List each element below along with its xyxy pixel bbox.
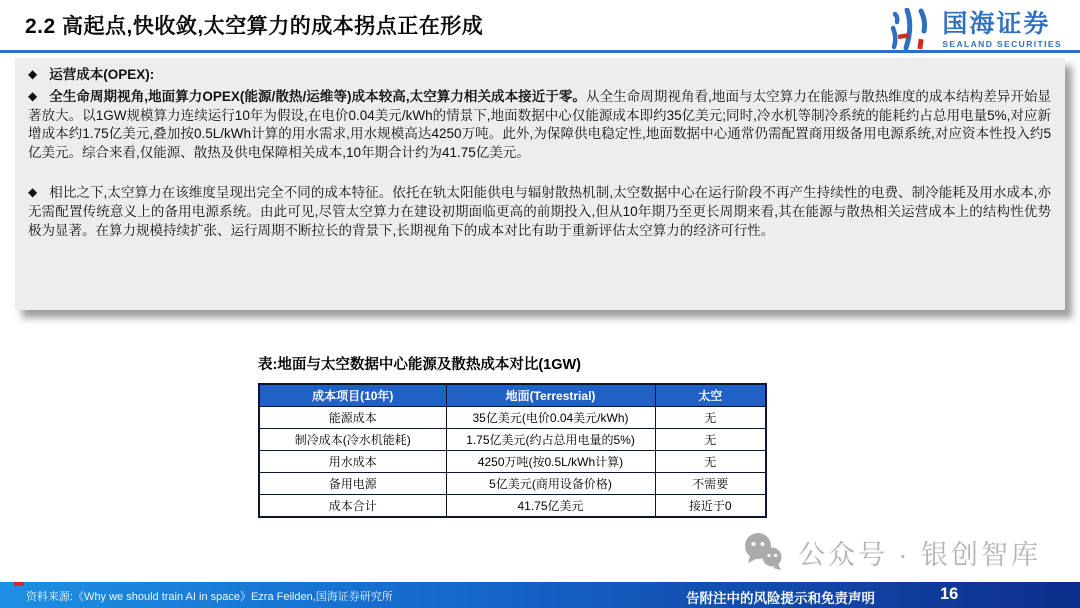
diamond-bullet-icon: ◆	[28, 184, 38, 199]
table-row	[259, 473, 766, 495]
bullet-space-compute	[28, 184, 1051, 240]
table-row	[259, 407, 766, 429]
footer-red-notch	[14, 582, 24, 586]
table-header-cell: 太空	[655, 384, 766, 407]
sealand-securities-logo	[888, 8, 1062, 52]
logo-english-name: SEALAND SECURITIES	[942, 38, 1062, 49]
table-cell: 备用电源	[259, 473, 446, 495]
wechat-icon	[742, 532, 784, 572]
bullet-ground-opex	[28, 88, 1051, 163]
content-box	[15, 58, 1065, 310]
table-cell: 制冷成本(冷水机能耗)	[259, 429, 446, 451]
table-cell: 5亿美元(商用设备价格)	[446, 473, 655, 495]
table-cell: 无	[655, 407, 766, 429]
bullet-text: 相比之下,太空算力在该维度呈现出完全不同的成本特征。依托在轨太阳能供电与辐射散热机制,太空数据中心在运行阶段不再产生持续性的电费、制冷能耗及用水成本,亦无需配置传统意义上的备用电源系统。由此可见,尽管太空算力在建设初期面临更高的前期投入,但从10年期乃至更长周期来看,其在能源与散热相关运营成本上的结构性优势极为显著。在算力规模持续扩张、运行周期不断拉长的背景下,长期视角下的成本对比有助于重新评估太空算力的经济可行性。	[28, 184, 1051, 238]
table-row	[259, 451, 766, 473]
page-number: 16	[940, 585, 959, 603]
wechat-watermark	[742, 532, 1041, 572]
sealand-logo-icon	[888, 8, 934, 52]
bullet-bold-lead: 全生命周期视角,地面算力OPEX(能源/散热/运维等)成本较高,太空算力相关成本接近于零。	[49, 88, 587, 104]
disclaimer-text: 告附注中的风险提示和免责声明	[686, 591, 875, 606]
table-header-row	[259, 384, 766, 407]
table-header-cell: 成本项目(10年)	[259, 384, 446, 407]
table-cell: 无	[655, 429, 766, 451]
cost-comparison-table	[258, 383, 767, 518]
footer-bar	[0, 582, 1080, 608]
table-cell: 4250万吨(按0.5L/kWh计算)	[446, 451, 655, 473]
diamond-bullet-icon: ◆	[28, 67, 38, 81]
table-header-cell: 地面(Terrestrial)	[446, 384, 655, 407]
table-cell: 用水成本	[259, 451, 446, 473]
table-cell: 35亿美元(电价0.04美元/kWh)	[446, 407, 655, 429]
table-cell: 接近于0	[655, 495, 766, 518]
page-title: 2.2 高起点,快收敛,太空算力的成本拐点正在形成	[25, 15, 484, 38]
table-cell: 成本合计	[259, 495, 446, 518]
title-underline	[0, 50, 1080, 53]
bullet-text: 从全生命周期视角看,地面与太空算力在能源与散热维度的成本结构差异开始显著放大。以1GW规模算力连续运行10年为假设,在电价0.04美元/kWh的情景下,地面数据中心仅能源成本即约35亿美元;同时,冷水机等制冷系统的能耗约占总用电量5%,对应新增成本约1.75亿美元,叠加按0.5L/kWh计算的用水需求,用水规模高达4250万吨。此外,为保障供电稳定性,地面数据中心通常仍需配置商用级备用电源系统,对应资本性投入约5亿美元。综合来看,仅能源、散热及供电保障相关成本,10年期合计约为41.75亿美元。	[28, 88, 1052, 161]
bullet-text: 运营成本(OPEX):	[49, 67, 155, 82]
table-title: 表:地面与太空数据中心能源及散热成本对比(1GW)	[258, 357, 582, 373]
diamond-bullet-icon: ◆	[28, 88, 38, 103]
logo-chinese-name: 国海证券	[942, 9, 1051, 38]
watermark-text: 公众号 · 银创智库	[798, 539, 1041, 570]
table-cell: 41.75亿美元	[446, 495, 655, 518]
table-row	[259, 495, 766, 518]
table-cell: 1.75亿美元(约占总用电量的5%)	[446, 429, 655, 451]
source-note: 资料来源:《Why we should train AI in space》Ezra Feilden,国海证券研究所	[26, 591, 393, 603]
table-cell: 无	[655, 451, 766, 473]
bullet-opex-heading	[28, 66, 1051, 85]
table-row	[259, 429, 766, 451]
table-cell: 不需要	[655, 473, 766, 495]
table-cell: 能源成本	[259, 407, 446, 429]
